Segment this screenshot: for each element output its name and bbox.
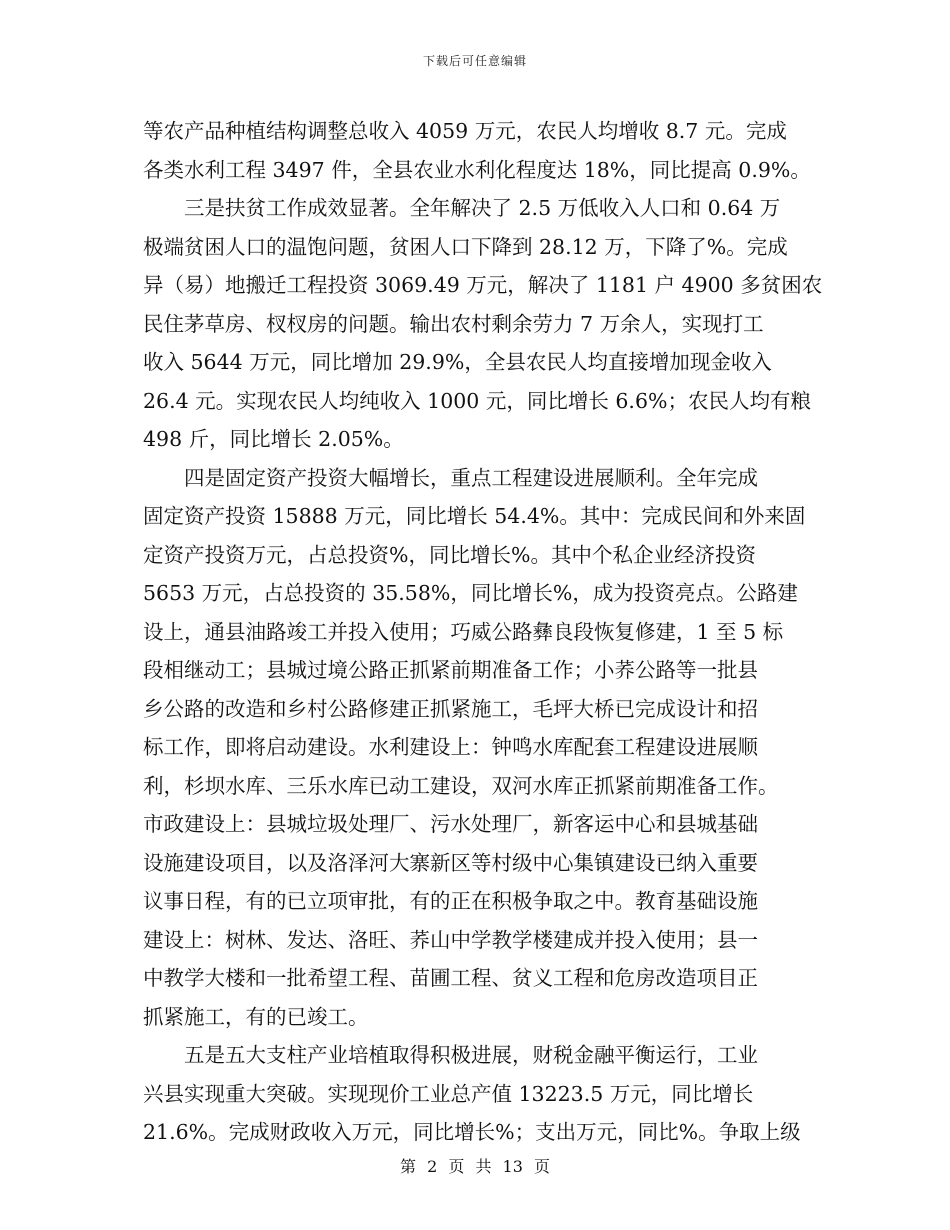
- text-line: 定资产投资万元，占总投资%，同比增长%。其中个私企业经济投资: [143, 542, 756, 567]
- text-line: 建设上：树林、发达、洛旺、荞山中学教学楼建成并投入使用；县一: [143, 927, 758, 952]
- text-line: 固定资产投资 15888 万元，同比增长 54.4%。其中：完成民间和外来固: [143, 504, 806, 528]
- text-line: 利，杉坝水库、三乐水库已动工建设，双河水库正抓紧前期准备工作。: [143, 773, 779, 798]
- text-line: 民住茅草房、杈杈房的问题。输出农村剩余劳力 7 万余人，实现打工: [143, 311, 764, 336]
- document-body: [143, 112, 823, 1152]
- text-line: 极端贫困人口的温饱问题，贫困人口下降到 28.12 万，下降了%。完成: [143, 234, 788, 259]
- text-line: 标工作，即将启动建设。水利建设上：钟鸣水库配套工程建设进展顺: [143, 735, 758, 759]
- text-line: 四是固定资产投资大幅增长，重点工程建设进展顺利。全年完成: [143, 465, 758, 490]
- text-line: 兴县实现重大突破。实现现价工业总产值 13223.5 万元，同比增长: [143, 1081, 754, 1106]
- text-line: 498 斤，同比增长 2.05%。: [143, 427, 404, 451]
- text-line: 议事日程，有的已立项审批，有的正在积极争取之中。教育基础设施: [143, 889, 758, 913]
- text-line: 抓紧施工，有的已竣工。: [143, 1004, 369, 1029]
- text-line: 等农产品种植结构调整总收入 4059 万元，农民人均增收 8.7 元。完成: [143, 119, 787, 143]
- page-footer: 第 2 页 共 13 页: [400, 1157, 550, 1176]
- text-line: 三是扶贫工作成效显著。全年解决了 2.5 万低收入人口和 0.64 万: [143, 196, 781, 220]
- text-line: 段相继动工；县城过境公路正抓紧前期准备工作；小荞公路等一批县: [143, 658, 758, 682]
- text-line: 各类水利工程 3497 件，全县农业水利化程度达 18%，同比提高 0.9%。: [143, 157, 811, 182]
- text-line: 5653 万元，占总投资的 35.58%，同比增长%，成为投资亮点。公路建: [143, 581, 798, 605]
- text-line: 市政建设上：县城垃圾处理厂、污水处理厂，新客运中心和县城基础: [143, 812, 758, 836]
- text-line: 异（易）地搬迁工程投资 3069.49 万元，解决了 1181 户 4900 多贫困农: [143, 273, 823, 297]
- text-line: 设上，通县油路竣工并投入使用；巧威公路彝良段恢复修建，1 至 5 标: [143, 619, 784, 644]
- text-line: 21.6%。完成财政收入万元，同比增长%；支出万元，同比%。争取上级: [143, 1120, 801, 1144]
- text-line: 设施建设项目，以及洛泽河大寨新区等村级中心集镇建设已纳入重要: [143, 850, 758, 875]
- text-line: 五是五大支柱产业培植取得积极进展，财税金融平衡运行，工业: [143, 1043, 758, 1067]
- text-line: 乡公路的改造和乡村公路修建正抓紧施工，毛坪大桥已完成设计和招: [143, 696, 758, 721]
- text-line: 收入 5644 万元，同比增加 29.9%，全县农民人均直接增加现金收入: [143, 350, 772, 374]
- text-line: 中教学大楼和一批希望工程、苗圃工程、贫义工程和危房改造项目正: [143, 966, 758, 990]
- text-line: 26.4 元。实现农民人均纯收入 1000 元，同比增长 6.6%；农民人均有粮: [143, 388, 811, 413]
- page-header: 下载后可任意编辑: [422, 54, 527, 68]
